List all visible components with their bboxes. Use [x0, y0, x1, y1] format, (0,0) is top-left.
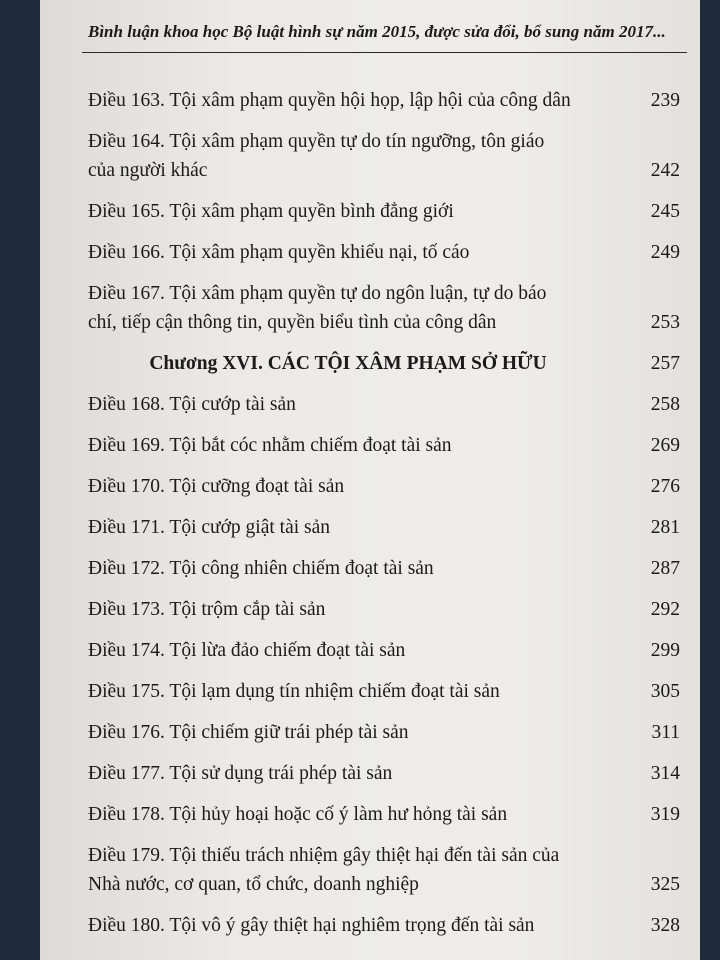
toc-entry-title	[88, 636, 608, 665]
toc-entry-title	[88, 390, 608, 419]
toc-entry-line: Điều 176. Tội chiếm giữ trái phép tài sản	[88, 722, 409, 743]
toc-entry-title	[88, 349, 608, 378]
toc-page-number: 299	[650, 640, 680, 661]
toc-page-number: 269	[650, 435, 680, 456]
toc-entry-line: Điều 180. Tội vô ý gây thiệt hại nghiêm trọng đến tài sản	[88, 915, 535, 936]
toc-entry-line: Điều 165. Tội xâm phạm quyền bình đẳng giới	[88, 201, 454, 222]
toc-page-number: 257	[650, 353, 680, 374]
toc-entry-line: Điều 164. Tội xâm phạm quyền tự do tín ngưỡng, tôn giáo	[88, 131, 545, 152]
toc-entry-title	[88, 513, 608, 542]
toc-page-number: 249	[650, 242, 680, 263]
toc-entry	[88, 841, 680, 899]
toc-entry-title	[88, 841, 608, 899]
toc-entry-line: Điều 170. Tội cưỡng đoạt tài sản	[88, 476, 345, 497]
toc-entry-line: Điều 178. Tội hủy hoại hoặc cố ý làm hư hỏng tài sản	[88, 804, 508, 825]
toc-entry-title	[88, 197, 608, 226]
toc-entry-line: của người khác	[88, 160, 208, 181]
toc-page-number: 314	[650, 763, 680, 784]
toc-entry-title	[88, 595, 608, 624]
toc-entry	[88, 238, 680, 267]
toc-entry	[88, 513, 680, 542]
toc-page-number: 328	[650, 915, 680, 936]
toc-entry-line: Điều 168. Tội cướp tài sản	[88, 394, 296, 415]
toc-page-number: 292	[650, 599, 680, 620]
toc-page-number: 281	[650, 517, 680, 538]
toc-entry-title	[88, 911, 608, 940]
toc-entry	[88, 595, 680, 624]
toc-entry-line: Điều 175. Tội lạm dụng tín nhiệm chiếm đoạt tài sản	[88, 681, 500, 702]
toc-entry-title	[88, 472, 608, 501]
toc-entry-line: Điều 172. Tội công nhiên chiếm đoạt tài sản	[88, 558, 434, 579]
toc-entry-line: Điều 179. Tội thiếu trách nhiệm gây thiệt hại đến tài sản của	[88, 845, 560, 866]
toc-entry-line: Điều 174. Tội lừa đảo chiếm đoạt tài sản	[88, 640, 406, 661]
toc-page-number: 242	[650, 160, 680, 181]
toc-page-number: 276	[650, 476, 680, 497]
toc-entry-title	[88, 759, 608, 788]
toc-entry	[88, 197, 680, 226]
toc-entry	[88, 718, 680, 747]
toc-entry	[88, 554, 680, 583]
toc-entry	[88, 279, 680, 337]
running-header: Bình luận khoa học Bộ luật hình sự năm 2015, được sửa đổi, bổ sung năm 2017...	[88, 22, 666, 41]
toc-page-number: 245	[650, 201, 680, 222]
book-page	[40, 0, 700, 960]
table-of-contents	[88, 86, 680, 952]
toc-entry	[88, 472, 680, 501]
toc-entry-line: Điều 169. Tội bắt cóc nhằm chiếm đoạt tài sản	[88, 435, 452, 456]
toc-entry-title	[88, 86, 608, 115]
toc-page-number: 305	[650, 681, 680, 702]
toc-entry-line: Điều 163. Tội xâm phạm quyền hội họp, lập hội của công dân	[88, 90, 571, 111]
toc-entry-title	[88, 279, 608, 337]
toc-entry	[88, 800, 680, 829]
toc-entry-title	[88, 127, 608, 185]
toc-entry	[88, 911, 680, 940]
toc-entry	[88, 390, 680, 419]
toc-entry-title	[88, 431, 608, 460]
toc-entry-line: Điều 166. Tội xâm phạm quyền khiếu nại, tố cáo	[88, 242, 470, 263]
header-rule	[82, 52, 687, 53]
toc-page-number: 325	[650, 874, 680, 895]
toc-entry-line: chí, tiếp cận thông tin, quyền biểu tình của công dân	[88, 312, 497, 333]
toc-page-number: 319	[650, 804, 680, 825]
toc-entry-title	[88, 554, 608, 583]
toc-page-number: 258	[650, 394, 680, 415]
toc-page-number: 253	[650, 312, 680, 333]
toc-entry-line: Điều 171. Tội cướp giật tài sản	[88, 517, 331, 538]
toc-entry	[88, 86, 680, 115]
toc-page-number: 287	[650, 558, 680, 579]
toc-page-number: 239	[650, 90, 680, 111]
toc-entry-line: Nhà nước, cơ quan, tổ chức, doanh nghiệp	[88, 874, 419, 895]
toc-entry-title	[88, 677, 608, 706]
toc-entry	[88, 636, 680, 665]
toc-chapter-heading	[88, 349, 680, 378]
toc-entry-line: Điều 167. Tội xâm phạm quyền tự do ngôn luận, tự do báo	[88, 283, 547, 304]
toc-entry-title	[88, 718, 608, 747]
toc-entry-title	[88, 800, 608, 829]
toc-entry	[88, 677, 680, 706]
toc-entry	[88, 127, 680, 185]
toc-entry	[88, 759, 680, 788]
toc-entry-title	[88, 238, 608, 267]
toc-entry-line: Điều 173. Tội trộm cắp tài sản	[88, 599, 326, 620]
toc-page-number: 311	[651, 722, 680, 743]
toc-entry-line: Điều 177. Tội sử dụng trái phép tài sản	[88, 763, 393, 784]
toc-entry	[88, 431, 680, 460]
toc-entry-line: Chương XVI. CÁC TỘI XÂM PHẠM SỞ HỮU	[149, 353, 547, 374]
